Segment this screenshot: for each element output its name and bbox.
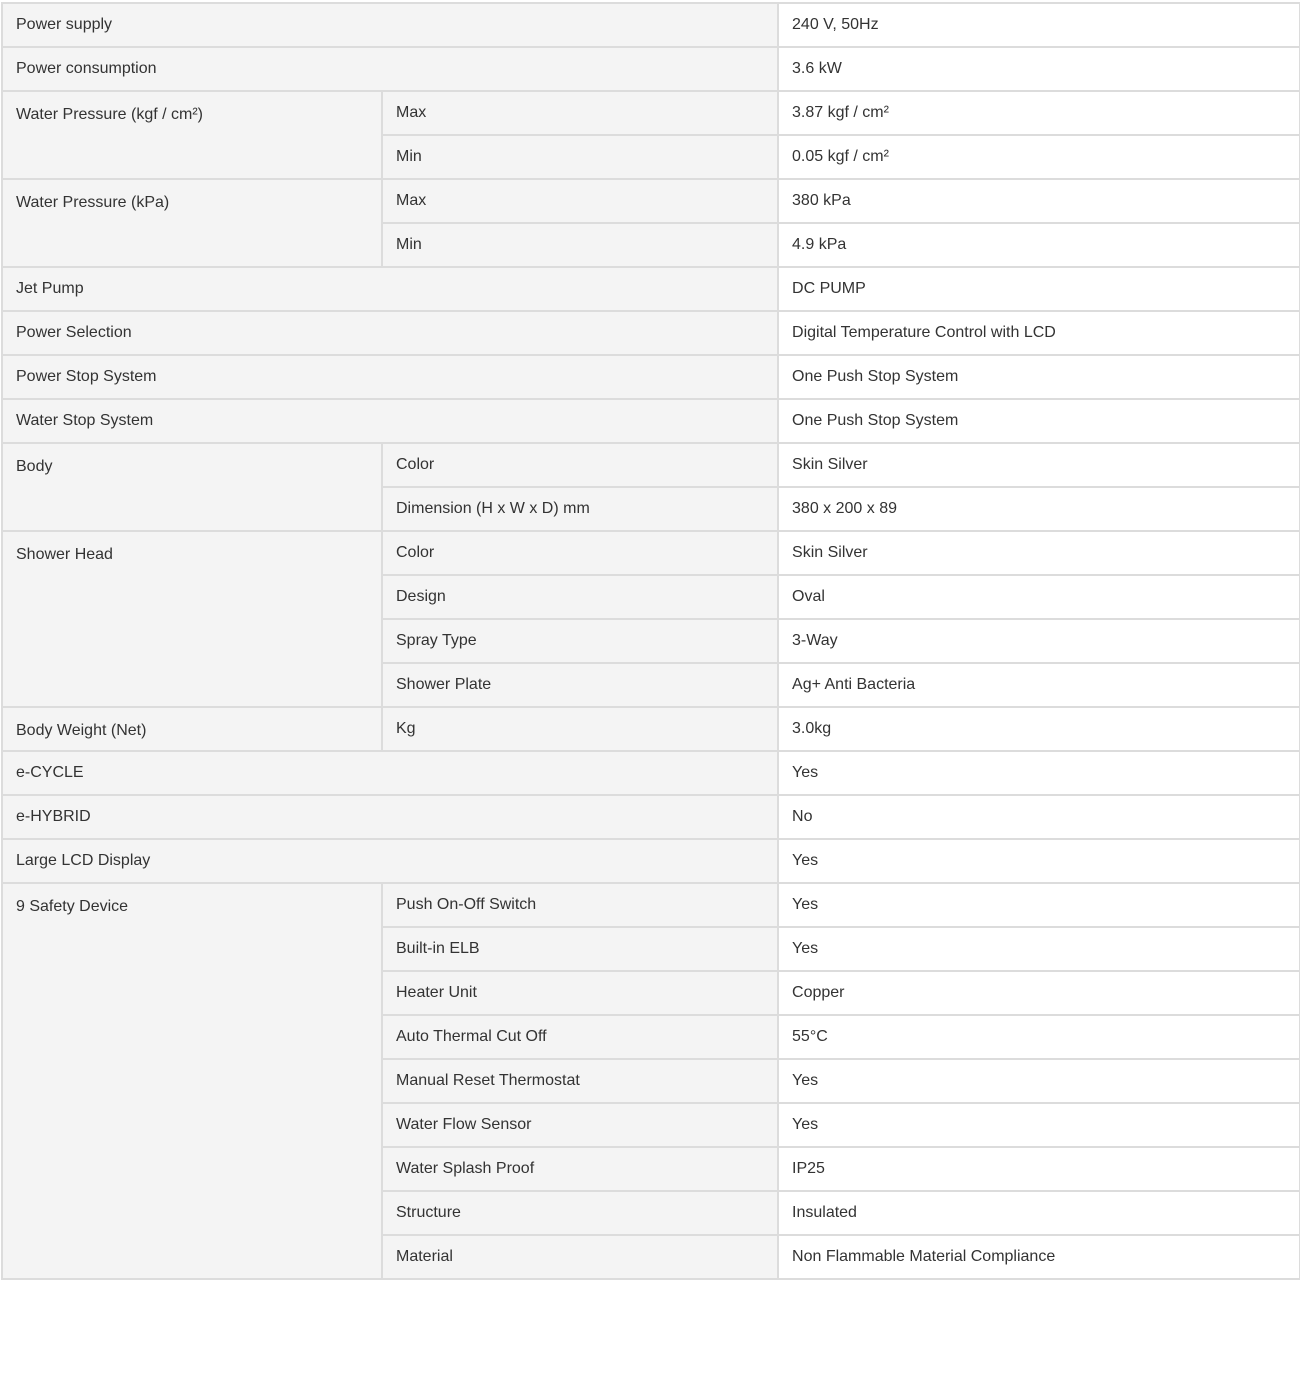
spec-value: 3.0kg	[778, 707, 1300, 751]
spec-label-water-stop-system: Water Stop System	[2, 399, 778, 443]
spec-group-body-weight-net: Body Weight (Net)	[2, 707, 382, 751]
spec-sublabel: Max	[382, 179, 778, 223]
spec-label-power-consumption: Power consumption	[2, 47, 778, 91]
spec-sublabel: Spray Type	[382, 619, 778, 663]
table-row	[2, 707, 1300, 751]
spec-value: One Push Stop System	[778, 399, 1300, 443]
spec-value: 380 kPa	[778, 179, 1300, 223]
table-row	[2, 91, 1300, 135]
spec-sublabel: Push On-Off Switch	[382, 883, 778, 927]
spec-value: Yes	[778, 1103, 1300, 1147]
spec-value: Yes	[778, 751, 1300, 795]
spec-value: Yes	[778, 1059, 1300, 1103]
spec-sublabel: Water Flow Sensor	[382, 1103, 778, 1147]
spec-sublabel: Design	[382, 575, 778, 619]
spec-label-e-hybrid: e-HYBRID	[2, 795, 778, 839]
spec-value: Insulated	[778, 1191, 1300, 1235]
spec-sublabel: Structure	[382, 1191, 778, 1235]
spec-value: IP25	[778, 1147, 1300, 1191]
spec-label-power-supply: Power supply	[2, 3, 778, 47]
spec-label-power-selection: Power Selection	[2, 311, 778, 355]
spec-sublabel: Heater Unit	[382, 971, 778, 1015]
table-row	[2, 47, 1300, 91]
spec-group-shower-head: Shower Head	[2, 531, 382, 707]
spec-sublabel: Auto Thermal Cut Off	[382, 1015, 778, 1059]
table-row	[2, 3, 1300, 47]
spec-value: Yes	[778, 883, 1300, 927]
table-row	[2, 443, 1300, 487]
spec-group-body: Body	[2, 443, 382, 531]
table-row	[2, 179, 1300, 223]
spec-value: 0.05 kgf / cm²	[778, 135, 1300, 179]
spec-value: Non Flammable Material Compliance	[778, 1235, 1300, 1279]
table-row	[2, 267, 1300, 311]
table-row	[2, 839, 1300, 883]
spec-label-power-stop-system: Power Stop System	[2, 355, 778, 399]
spec-value: Ag+ Anti Bacteria	[778, 663, 1300, 707]
spec-value: Digital Temperature Control with LCD	[778, 311, 1300, 355]
spec-value: Yes	[778, 839, 1300, 883]
spec-label-e-cycle: e-CYCLE	[2, 751, 778, 795]
spec-value: 4.9 kPa	[778, 223, 1300, 267]
spec-sublabel: Built-in ELB	[382, 927, 778, 971]
spec-group-water-pressure-kgf-cm: Water Pressure (kgf / cm²)	[2, 91, 382, 179]
spec-value: One Push Stop System	[778, 355, 1300, 399]
table-row	[2, 355, 1300, 399]
spec-label-jet-pump: Jet Pump	[2, 267, 778, 311]
spec-value: Copper	[778, 971, 1300, 1015]
spec-sublabel: Shower Plate	[382, 663, 778, 707]
spec-sublabel: Water Splash Proof	[382, 1147, 778, 1191]
table-row	[2, 751, 1300, 795]
spec-value: 240 V, 50Hz	[778, 3, 1300, 47]
table-row	[2, 795, 1300, 839]
spec-value: Skin Silver	[778, 531, 1300, 575]
spec-sublabel: Min	[382, 135, 778, 179]
spec-value: 3-Way	[778, 619, 1300, 663]
spec-sublabel: Dimension (H x W x D) mm	[382, 487, 778, 531]
spec-sublabel: Manual Reset Thermostat	[382, 1059, 778, 1103]
spec-value: Oval	[778, 575, 1300, 619]
spec-value: 55°C	[778, 1015, 1300, 1059]
spec-group-water-pressure-kpa: Water Pressure (kPa)	[2, 179, 382, 267]
spec-value: Yes	[778, 927, 1300, 971]
spec-value: Skin Silver	[778, 443, 1300, 487]
spec-table	[1, 2, 1300, 1280]
table-row	[2, 399, 1300, 443]
spec-sublabel: Kg	[382, 707, 778, 751]
spec-value: DC PUMP	[778, 267, 1300, 311]
spec-sublabel: Min	[382, 223, 778, 267]
table-row	[2, 531, 1300, 575]
table-row	[2, 883, 1300, 927]
spec-sublabel: Max	[382, 91, 778, 135]
spec-sublabel: Color	[382, 531, 778, 575]
spec-label-large-lcd-display: Large LCD Display	[2, 839, 778, 883]
spec-sublabel: Color	[382, 443, 778, 487]
spec-group-9-safety-device: 9 Safety Device	[2, 883, 382, 1279]
spec-value: 380 x 200 x 89	[778, 487, 1300, 531]
spec-sublabel: Material	[382, 1235, 778, 1279]
spec-value: No	[778, 795, 1300, 839]
table-row	[2, 311, 1300, 355]
spec-value: 3.6 kW	[778, 47, 1300, 91]
spec-value: 3.87 kgf / cm²	[778, 91, 1300, 135]
spec-table-body	[2, 3, 1300, 1279]
